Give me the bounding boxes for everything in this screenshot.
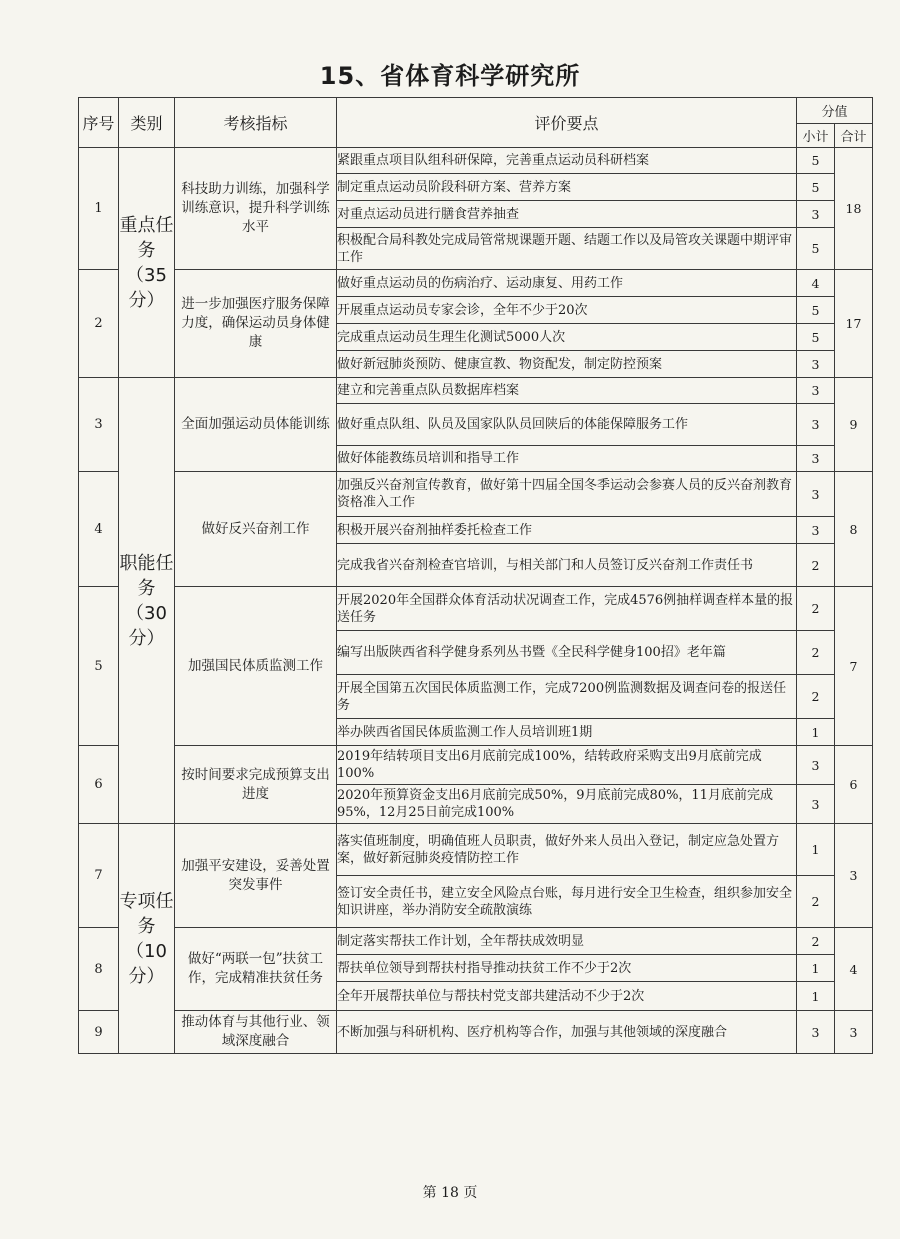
subtotal-cell: 1 bbox=[797, 982, 835, 1011]
subtotal-cell: 3 bbox=[797, 201, 835, 228]
total-cell: 18 bbox=[835, 148, 873, 270]
subtotal-cell: 4 bbox=[797, 270, 835, 297]
evaluation-point-cell: 加强反兴奋剂宣传教育，做好第十四届全国冬季运动会参赛人员的反兴奋剂教育资格准入工作 bbox=[337, 472, 797, 517]
subtotal-cell: 1 bbox=[797, 955, 835, 982]
evaluation-point-cell: 落实值班制度，明确值班人员职责，做好外来人员出入登记，制定应急处置方案，做好新冠肺炎疫情防控工作 bbox=[337, 824, 797, 876]
evaluation-point-cell: 帮扶单位领导到帮扶村指导推动扶贫工作不少于2次 bbox=[337, 955, 797, 982]
evaluation-point-cell: 签订安全责任书，建立安全风险点台账，每月进行安全卫生检查，组织参加安全知识讲座，举办消防安全疏散演练 bbox=[337, 876, 797, 928]
seq-cell: 3 bbox=[79, 378, 119, 472]
total-cell: 6 bbox=[835, 746, 873, 824]
seq-cell: 8 bbox=[79, 928, 119, 1011]
subtotal-cell: 1 bbox=[797, 719, 835, 746]
table-row bbox=[79, 472, 873, 517]
evaluation-point-cell: 开展2020年全国群众体育活动状况调查工作，完成4576例抽样调查样本量的报送任务 bbox=[337, 587, 797, 631]
evaluation-point-cell: 积极开展兴奋剂抽样委托检查工作 bbox=[337, 517, 797, 544]
total-cell: 3 bbox=[835, 824, 873, 928]
evaluation-point-cell: 编写出版陕西省科学健身系列丛书暨《全民科学健身100招》老年篇 bbox=[337, 631, 797, 675]
category-cell: 重点任务（35分） bbox=[119, 148, 175, 378]
indicator-cell: 进一步加强医疗服务保障力度，确保运动员身体健康 bbox=[175, 270, 337, 378]
evaluation-point-cell: 2020年预算资金支出6月底前完成50%，9月底前完成80%，11月底前完成95%，12月25日前完成100% bbox=[337, 785, 797, 824]
evaluation-point-cell: 开展重点运动员专家会诊，全年不少于20次 bbox=[337, 297, 797, 324]
header-subtotal: 小计 bbox=[797, 124, 835, 148]
evaluation-point-cell: 做好新冠肺炎预防、健康宣教、物资配发，制定防控预案 bbox=[337, 351, 797, 378]
evaluation-point-cell: 做好重点队组、队员及国家队队员回陕后的体能保障服务工作 bbox=[337, 404, 797, 446]
category-cell: 职能任务（30分） bbox=[119, 378, 175, 824]
subtotal-cell: 1 bbox=[797, 824, 835, 876]
subtotal-cell: 2 bbox=[797, 544, 835, 587]
evaluation-point-cell: 2019年结转项目支出6月底前完成100%，结转政府采购支出9月底前完成100% bbox=[337, 746, 797, 785]
subtotal-cell: 3 bbox=[797, 378, 835, 404]
subtotal-cell: 3 bbox=[797, 517, 835, 544]
evaluation-point-cell: 制定落实帮扶工作计划，全年帮扶成效明显 bbox=[337, 928, 797, 955]
header-score: 分值 bbox=[797, 98, 873, 124]
indicator-cell: 按时间要求完成预算支出进度 bbox=[175, 746, 337, 824]
seq-cell: 7 bbox=[79, 824, 119, 928]
total-cell: 8 bbox=[835, 472, 873, 587]
table-body bbox=[79, 148, 873, 1054]
table-row bbox=[79, 270, 873, 297]
indicator-cell: 加强平安建设，妥善处置突发事件 bbox=[175, 824, 337, 928]
seq-cell: 2 bbox=[79, 270, 119, 378]
indicator-cell: 推动体育与其他行业、领域深度融合 bbox=[175, 1011, 337, 1054]
total-cell: 17 bbox=[835, 270, 873, 378]
subtotal-cell: 5 bbox=[797, 324, 835, 351]
total-cell: 9 bbox=[835, 378, 873, 472]
subtotal-cell: 2 bbox=[797, 876, 835, 928]
evaluation-point-cell: 建立和完善重点队员数据库档案 bbox=[337, 378, 797, 404]
subtotal-cell: 3 bbox=[797, 785, 835, 824]
evaluation-point-cell: 做好体能教练员培训和指导工作 bbox=[337, 446, 797, 472]
evaluation-point-cell: 举办陕西省国民体质监测工作人员培训班1期 bbox=[337, 719, 797, 746]
subtotal-cell: 2 bbox=[797, 587, 835, 631]
evaluation-point-cell: 对重点运动员进行膳食营养抽查 bbox=[337, 201, 797, 228]
table-row bbox=[79, 746, 873, 785]
subtotal-cell: 3 bbox=[797, 472, 835, 517]
subtotal-cell: 5 bbox=[797, 148, 835, 174]
table-row bbox=[79, 378, 873, 404]
evaluation-point-cell: 紧跟重点项目队组科研保障，完善重点运动员科研档案 bbox=[337, 148, 797, 174]
header-indicator: 考核指标 bbox=[175, 98, 337, 148]
header-points: 评价要点 bbox=[337, 98, 797, 148]
evaluation-point-cell: 不断加强与科研机构、医疗机构等合作，加强与其他领域的深度融合 bbox=[337, 1011, 797, 1054]
total-cell: 4 bbox=[835, 928, 873, 1011]
evaluation-point-cell: 完成我省兴奋剂检查官培训，与相关部门和人员签订反兴奋剂工作责任书 bbox=[337, 544, 797, 587]
total-cell: 7 bbox=[835, 587, 873, 746]
seq-cell: 1 bbox=[79, 148, 119, 270]
category-cell: 专项任务（10分） bbox=[119, 824, 175, 1054]
indicator-cell: 科技助力训练，加强科学训练意识，提升科学训练水平 bbox=[175, 148, 337, 270]
subtotal-cell: 5 bbox=[797, 174, 835, 201]
header-total: 合计 bbox=[835, 124, 873, 148]
page-number: 第 18 页 bbox=[422, 1185, 478, 1201]
subtotal-cell: 2 bbox=[797, 928, 835, 955]
seq-cell: 6 bbox=[79, 746, 119, 824]
seq-cell: 9 bbox=[79, 1011, 119, 1054]
evaluation-point-cell: 开展全国第五次国民体质监测工作，完成7200例监测数据及调查问卷的报送任务 bbox=[337, 675, 797, 719]
table-row bbox=[79, 824, 873, 876]
total-cell: 3 bbox=[835, 1011, 873, 1054]
table-row bbox=[79, 587, 873, 631]
indicator-cell: 做好反兴奋剂工作 bbox=[175, 472, 337, 587]
indicator-cell: 加强国民体质监测工作 bbox=[175, 587, 337, 746]
subtotal-cell: 5 bbox=[797, 228, 835, 270]
table-row bbox=[79, 928, 873, 955]
indicator-cell: 全面加强运动员体能训练 bbox=[175, 378, 337, 472]
subtotal-cell: 3 bbox=[797, 746, 835, 785]
subtotal-cell: 2 bbox=[797, 631, 835, 675]
subtotal-cell: 3 bbox=[797, 351, 835, 378]
seq-cell: 4 bbox=[79, 472, 119, 587]
evaluation-point-cell: 制定重点运动员阶段科研方案、营养方案 bbox=[337, 174, 797, 201]
header-seq: 序号 bbox=[79, 98, 119, 148]
subtotal-cell: 5 bbox=[797, 297, 835, 324]
subtotal-cell: 3 bbox=[797, 404, 835, 446]
subtotal-cell: 2 bbox=[797, 675, 835, 719]
subtotal-cell: 3 bbox=[797, 446, 835, 472]
seq-cell: 5 bbox=[79, 587, 119, 746]
header-category: 类别 bbox=[119, 98, 175, 148]
assessment-table bbox=[78, 97, 873, 1054]
evaluation-point-cell: 积极配合局科教处完成局管常规课题开题、结题工作以及局管攻关课题中期评审工作 bbox=[337, 228, 797, 270]
table-row bbox=[79, 1011, 873, 1054]
subtotal-cell: 3 bbox=[797, 1011, 835, 1054]
evaluation-point-cell: 完成重点运动员生理生化测试5000人次 bbox=[337, 324, 797, 351]
table-row bbox=[79, 148, 873, 174]
evaluation-point-cell: 全年开展帮扶单位与帮扶村党支部共建活动不少于2次 bbox=[337, 982, 797, 1011]
evaluation-point-cell: 做好重点运动员的伤病治疗、运动康复、用药工作 bbox=[337, 270, 797, 297]
indicator-cell: 做好“两联一包”扶贫工作，完成精准扶贫任务 bbox=[175, 928, 337, 1011]
page-title: 15、省体育科学研究所 bbox=[319, 62, 581, 90]
